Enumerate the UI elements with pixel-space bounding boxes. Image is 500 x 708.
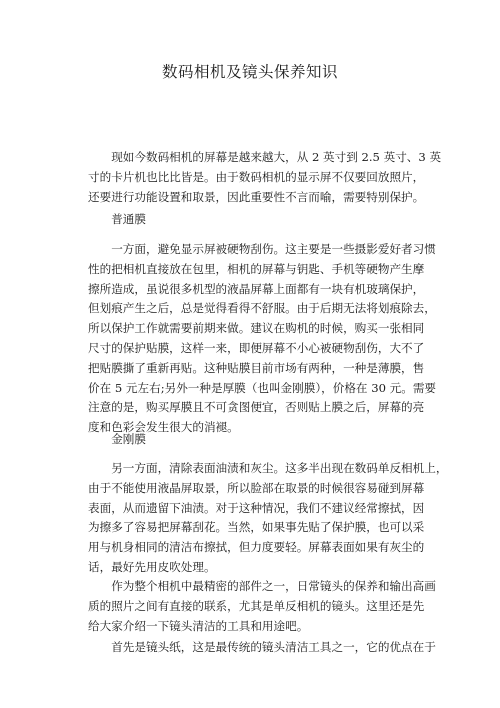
text-line: 所以保护工作就需要前期来做。建议在购机的时候，购买一张相同 — [88, 321, 425, 336]
text-line: 话，最好先用皮吹处理。 — [88, 559, 216, 574]
text-line: 注意的是，购买厚膜且不可贪图便宜，否则贴上膜之后，屏幕的亮 — [88, 400, 425, 415]
text-line: 价在 5 元左右;另外一种是厚膜（也叫金刚膜），价格在 30 元。需要 — [88, 380, 437, 395]
text-line: 尺寸的保护贴膜，这样一来，即便屏幕不小心被硬物刮伤，大不了 — [88, 340, 425, 355]
text-line: 首先是镜头纸，这是最传统的镜头清洁工具之一，它的优点在于 — [88, 640, 436, 654]
section-heading-diamond-film — [88, 430, 418, 450]
text-line: 质的照片之间有直接的联系，尤其是单反相机的镜头。这里还是先 — [88, 598, 425, 613]
text-line: 表面，从而遗留下油渍。对于这种情况，我们不建议经常擦拭，因 — [88, 500, 425, 515]
document-title: 数码相机及镜头保养知识 — [161, 63, 338, 81]
text-line: 一方面，避免显示屏被硬物刮伤。这主要是一些摄影爱好者习惯 — [88, 242, 436, 256]
text-line: 现如今数码相机的屏幕是越来越大，从 2 英寸到 2.5 英寸、3 英 — [88, 150, 442, 164]
text-line: 把贴膜撕了重新再贴。这种贴膜目前市场有两种，一种是薄膜，售 — [88, 360, 425, 375]
text-line: 为擦多了容易把屏幕刮花。当然，如果事先贴了保护膜，也可以采 — [88, 520, 425, 535]
section-heading: 普通膜 — [88, 212, 146, 226]
text-line: 作为整个相机中最精密的部件之一，日常镜头的保养和输出高画 — [88, 579, 436, 593]
section-heading-ordinary-film — [88, 210, 418, 230]
text-line: 还要进行功能设置和取景，因此重要性不言而喻，需要特别保护。 — [88, 189, 425, 204]
paragraph-oil-dust-cleaning — [88, 459, 448, 578]
text-line: 给大家介绍一下镜头清洁的工具和用途吧。 — [88, 618, 309, 633]
text-line: 寸的卡片机也比比皆是。由于数码相机的显示屏不仅要回放照片， — [88, 169, 425, 184]
text-line: 但划痕产生之后，总是觉得看得不舒服。由于后期无法将划痕除去， — [88, 301, 436, 316]
text-line: 性的把相机直接放在包里，相机的屏幕与钥匙、手机等硬物产生摩 — [88, 261, 425, 276]
paragraph-lens-care-intro — [88, 577, 436, 636]
paragraph-scratch-protection — [88, 240, 437, 438]
text-line: 用与机身相同的清洁布擦拭，但力度要轻。屏幕表面如果有灰尘的 — [88, 540, 425, 555]
text-line: 度和色彩会发生很大的消褪。 — [88, 420, 239, 435]
text-line: 另一方面，清除表面油渍和灰尘。这多半出现在数码单反相机上， — [88, 461, 448, 475]
section-heading: 金刚膜 — [88, 432, 146, 446]
paragraph-intro — [88, 148, 442, 207]
text-line: 擦所造成，虽说很多机型的液晶屏幕上面都有一块有机玻璃保护， — [88, 281, 425, 296]
text-line: 由于不能使用液晶屏取景，所以脸部在取景的时候很容易碰到屏幕 — [88, 480, 425, 495]
paragraph-lens-paper — [88, 638, 436, 658]
